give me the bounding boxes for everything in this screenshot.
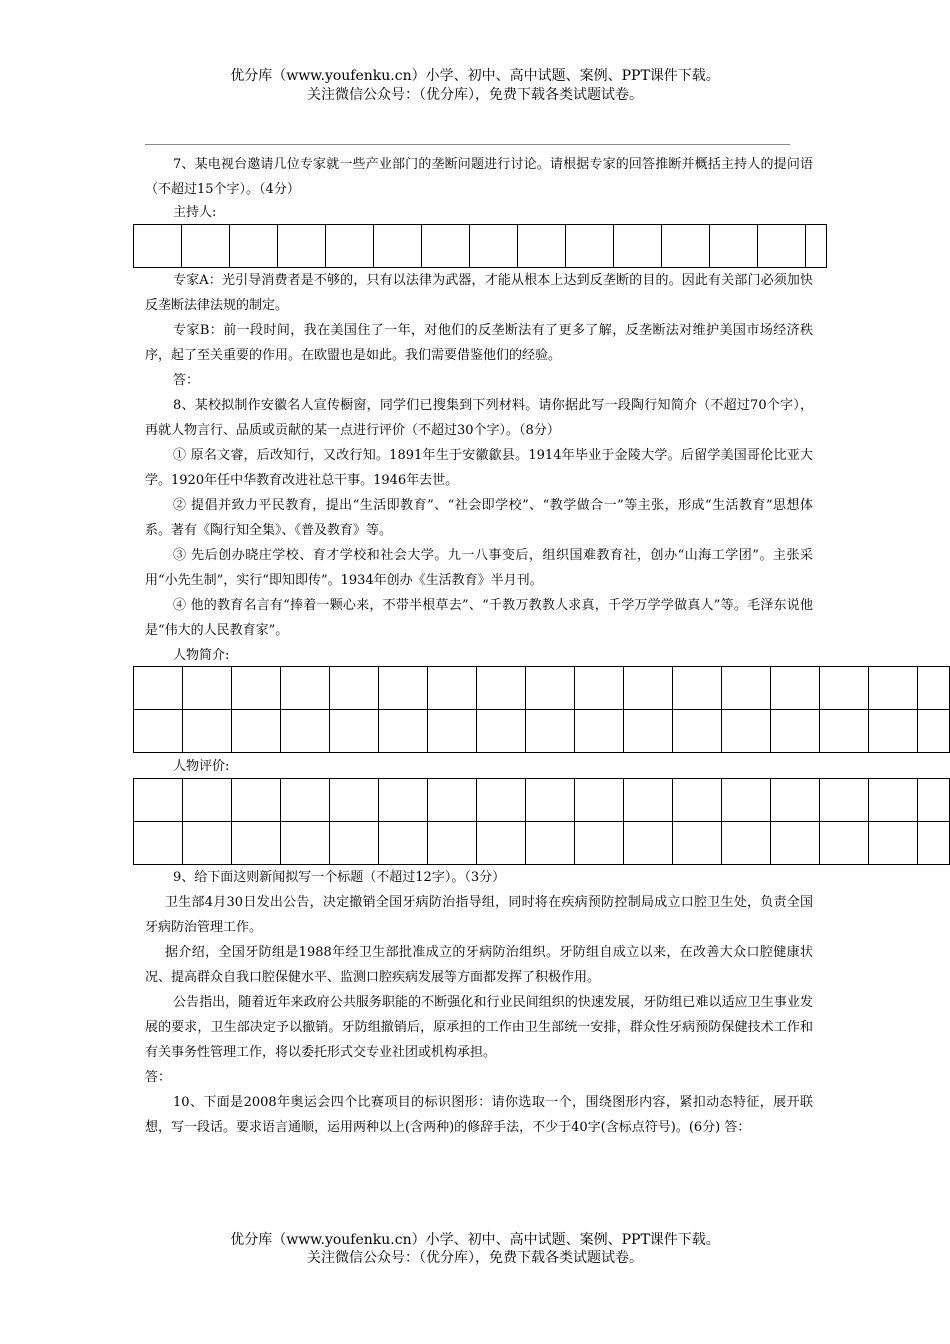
grid-cell[interactable] (624, 667, 673, 710)
grid-cell[interactable] (134, 225, 182, 268)
grid-cell[interactable] (575, 667, 624, 710)
grid-cell[interactable] (183, 779, 232, 822)
q9-paragraph-1: 卫生部4月30日发出公告，决定撤销全国牙病防治指导组，同时将在疾病预防控制局成立口腔卫生处，负责全国牙病防治管理工作。 (145, 895, 813, 935)
q8-material-3: ③ 先后创办晓庄学校、育才学校和社会大学。九一八事变后，组织国难教育社，创办“山海工学团”。主张采用“小先生制”，实行“即知即传”。1934年创办《生活教育》半月刊。 (145, 548, 813, 588)
grid-cell[interactable] (477, 779, 526, 822)
grid-cell[interactable] (326, 225, 374, 268)
grid-cell[interactable] (575, 779, 624, 822)
grid-cell[interactable] (722, 779, 771, 822)
q9-paragraph-2: 据介绍，全国牙防组是1988年经卫生部批准成立的牙病防治组织。牙防组自成立以来，在改善大众口腔健康状况、提高群众自我口腔保健水平、监测口腔疾病发展等方面都发挥了积极作用。 (145, 945, 813, 985)
q7-answer-label: 答： (173, 373, 200, 388)
grid-cell[interactable] (379, 710, 428, 753)
q9-paragraph-3: 公告指出，随着近年来政府公共服务职能的不断强化和行业民间组织的快速发展，牙防组已难以适应卫生事业发展的要求，卫生部决定予以撤销。牙防组撤销后，原承担的工作由卫生部统一安排，群众性牙病预防保健技术工作和有关事务性管理工作，将以委托形式交专业社团或机构承担。 (145, 995, 813, 1060)
grid-cell[interactable] (281, 779, 330, 822)
grid-cell[interactable] (575, 710, 624, 753)
footer-line-1: 优分库（www.youfenku.cn）小学、初中、高中试题、案例、PPT课件下载。 (230, 1232, 720, 1248)
grid-cell[interactable] (278, 225, 326, 268)
grid-cell[interactable] (281, 822, 330, 865)
grid-cell[interactable] (428, 667, 477, 710)
grid-cell[interactable] (232, 710, 281, 753)
grid-cell[interactable] (820, 779, 869, 822)
grid-cell[interactable] (820, 710, 869, 753)
grid-cell[interactable] (379, 822, 428, 865)
grid-cell[interactable] (771, 779, 820, 822)
grid-cell[interactable] (232, 822, 281, 865)
grid-cell[interactable] (722, 667, 771, 710)
grid-cell[interactable] (183, 822, 232, 865)
q8-eval-grid[interactable] (133, 778, 950, 865)
grid-cell[interactable] (379, 667, 428, 710)
q7-answer-grid[interactable] (133, 224, 827, 268)
grid-cell[interactable] (662, 225, 710, 268)
grid-cell[interactable] (918, 710, 950, 753)
grid-cell[interactable] (624, 822, 673, 865)
grid-cell[interactable] (232, 667, 281, 710)
grid-cell[interactable] (330, 667, 379, 710)
grid-cell[interactable] (330, 779, 379, 822)
grid-cell[interactable] (134, 822, 183, 865)
grid-cell[interactable] (281, 710, 330, 753)
grid-cell[interactable] (477, 710, 526, 753)
q8-material-4: ④ 他的教育名言有“捧着一颗心来，不带半根草去”、“千教万教教人求真，千学万学学做真人”等。毛泽东说他是“伟大的人民教育家”。 (145, 598, 813, 638)
grid-cell[interactable] (428, 710, 477, 753)
grid-cell[interactable] (918, 822, 950, 865)
grid-cell[interactable] (673, 779, 722, 822)
grid-cell[interactable] (614, 225, 662, 268)
grid-cell[interactable] (624, 710, 673, 753)
grid-cell[interactable] (183, 667, 232, 710)
q7-question: 7、某电视台邀请几位专家就一些产业部门的垄断问题进行讨论。请根据专家的回答推断并概括主持人的提问语（不超过15个字）。（4分） (145, 157, 813, 197)
q8-intro-label: 人物简介: (173, 648, 230, 663)
grid-cell[interactable] (710, 225, 758, 268)
grid-cell[interactable] (869, 667, 918, 710)
grid-cell[interactable] (806, 225, 827, 268)
grid-cell[interactable] (477, 667, 526, 710)
q7-expert-a: 专家A：光引导消费者是不够的，只有以法律为武器，才能从根本上达到反垄断的目的。因此有关部门必须加快反垄断法律法规的制定。 (145, 273, 813, 313)
grid-cell[interactable] (281, 667, 330, 710)
q9-answer-label: 答： (145, 1070, 172, 1085)
grid-cell[interactable] (428, 822, 477, 865)
header-divider (145, 144, 790, 145)
grid-cell[interactable] (918, 779, 950, 822)
grid-cell[interactable] (869, 779, 918, 822)
grid-cell[interactable] (624, 779, 673, 822)
grid-cell[interactable] (722, 710, 771, 753)
grid-cell[interactable] (134, 667, 183, 710)
grid-cell[interactable] (575, 822, 624, 865)
grid-cell[interactable] (230, 225, 278, 268)
grid-cell[interactable] (771, 667, 820, 710)
grid-cell[interactable] (526, 822, 575, 865)
grid-cell[interactable] (477, 822, 526, 865)
q8-material-2: ② 提倡并致力平民教育，提出“生活即教育”、“社会即学校”、“教学做合一”等主张，形成“生活教育”思想体系。著有《陶行知全集》、《普及教育》等。 (145, 498, 813, 538)
q8-question: 8、某校拟制作安徽名人宣传橱窗，同学们已搜集到下列材料。请你据此写一段陶行知简介（不超过70个字），再就人物言行、品质或贡献的某一点进行评价（不超过30个字）。（8分） (145, 398, 813, 438)
grid-cell[interactable] (526, 779, 575, 822)
grid-cell[interactable] (183, 710, 232, 753)
header-line-2: 关注微信公众号：（优分库），免费下载各类试题试卷。 (307, 87, 643, 103)
grid-cell[interactable] (374, 225, 422, 268)
grid-cell[interactable] (232, 779, 281, 822)
q10-question: 10、下面是2008年奥运会四个比赛项目的标识图形：请你选取一个，围绕图形内容，紧扣动态特征，展开联想，写一段话。要求语言通顺，运用两种以上(含两种)的修辞手法，不少于40字(含标点符号)。(6分) 答： (145, 1095, 813, 1135)
q7-host-label: 主持人: (173, 205, 217, 220)
grid-cell[interactable] (566, 225, 614, 268)
q8-eval-label: 人物评价: (173, 759, 230, 774)
q8-intro-grid[interactable] (133, 666, 950, 753)
grid-cell[interactable] (518, 225, 566, 268)
grid-cell[interactable] (918, 667, 950, 710)
grid-cell[interactable] (771, 710, 820, 753)
grid-cell[interactable] (673, 667, 722, 710)
grid-cell[interactable] (470, 225, 518, 268)
grid-cell[interactable] (869, 710, 918, 753)
grid-cell[interactable] (134, 779, 183, 822)
grid-cell[interactable] (182, 225, 230, 268)
grid-cell[interactable] (422, 225, 470, 268)
grid-cell[interactable] (820, 667, 869, 710)
grid-cell[interactable] (526, 667, 575, 710)
q8-material-1: ① 原名文睿，后改知行，又改行知。1891年生于安徽歙县。1914年毕业于金陵大学。后留学美国哥伦比亚大学。1920年任中华教育改进社总干事。1946年去世。 (145, 448, 813, 488)
grid-cell[interactable] (134, 710, 183, 753)
grid-cell[interactable] (722, 822, 771, 865)
grid-cell[interactable] (379, 779, 428, 822)
grid-cell[interactable] (673, 710, 722, 753)
grid-cell[interactable] (526, 710, 575, 753)
q9-question: 9、给下面这则新闻拟写一个标题（不超过12字）。（3分） (173, 870, 506, 885)
grid-cell[interactable] (673, 822, 722, 865)
footer-line-2: 关注微信公众号：（优分库），免费下载各类试题试卷。 (307, 1250, 643, 1266)
grid-cell[interactable] (820, 822, 869, 865)
grid-cell[interactable] (869, 822, 918, 865)
header-line-1: 优分库（www.youfenku.cn）小学、初中、高中试题、案例、PPT课件下载。 (230, 68, 720, 84)
grid-cell[interactable] (330, 822, 379, 865)
grid-cell[interactable] (771, 822, 820, 865)
q7-expert-b: 专家B：前一段时间，我在美国住了一年，对他们的反垄断法有了更多了解，反垄断法对维护美国市场经济秩序，起了至关重要的作用。在欧盟也是如此。我们需要借鉴他们的经验。 (145, 323, 813, 363)
grid-cell[interactable] (758, 225, 806, 268)
grid-cell[interactable] (330, 710, 379, 753)
grid-cell[interactable] (428, 779, 477, 822)
